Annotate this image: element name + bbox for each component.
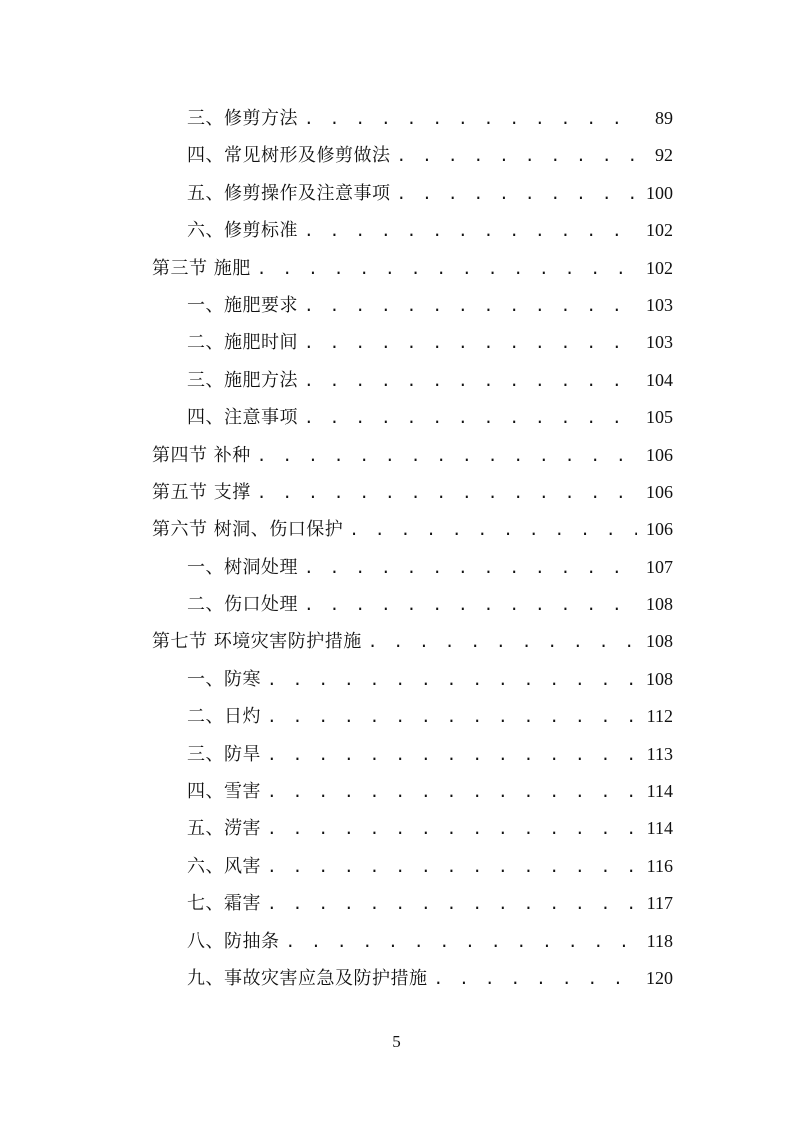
toc-dot-leader [349, 511, 637, 548]
toc-subsection-entry[interactable] [0, 698, 793, 735]
toc-entry-page-number: 108 [646, 668, 673, 689]
toc-entry-page-number: 114 [646, 818, 673, 839]
toc-entry-label: 第六节 树洞、伤口保护 [152, 519, 344, 541]
toc-entry-page-number: 113 [646, 743, 673, 764]
toc-entry-label: 三、施肥方法 [187, 369, 298, 391]
toc-entry-label: 五、涝害 [187, 818, 261, 840]
toc-dot-leader [267, 698, 637, 735]
toc-subsection-entry[interactable] [0, 137, 793, 174]
toc-dot-leader [267, 848, 637, 885]
toc-subsection-entry[interactable] [0, 399, 793, 436]
toc-entry-page-number: 114 [646, 781, 673, 802]
toc-subsection-entry[interactable] [0, 773, 793, 810]
toc-entry-page-number: 108 [646, 631, 673, 652]
toc-entry-label: 第七节 环境灾害防护措施 [152, 631, 362, 653]
toc-dot-leader [304, 324, 637, 361]
toc-entry-label: 六、风害 [187, 855, 261, 877]
toc-subsection-entry[interactable] [0, 100, 793, 137]
toc-dot-leader [267, 661, 637, 698]
toc-entry-page-number: 108 [646, 594, 673, 615]
toc-entry-label: 三、修剪方法 [187, 108, 298, 129]
toc-dot-leader [267, 736, 637, 773]
toc-subsection-entry[interactable] [0, 661, 793, 698]
toc-section-entry[interactable] [0, 437, 793, 474]
toc-entry-label: 二、日灼 [187, 706, 261, 728]
toc-section-entry[interactable] [0, 623, 793, 660]
toc-entry-label: 第五节 支撑 [152, 481, 251, 503]
toc-entry-label: 一、防寒 [187, 668, 261, 690]
toc-subsection-entry[interactable] [0, 175, 793, 212]
toc-entry-page-number: 102 [646, 257, 673, 278]
toc-dot-leader [397, 137, 638, 174]
toc-subsection-entry[interactable] [0, 324, 793, 361]
toc-dot-leader [304, 287, 637, 324]
toc-subsection-entry[interactable] [0, 549, 793, 586]
toc-dot-leader [304, 362, 637, 399]
toc-entry-page-number: 107 [646, 556, 673, 577]
toc-subsection-entry[interactable] [0, 362, 793, 399]
toc-entry-page-number: 102 [646, 220, 673, 241]
toc-subsection-entry[interactable] [0, 960, 793, 997]
toc-entry-page-number: 105 [646, 407, 673, 428]
toc-subsection-entry[interactable] [0, 736, 793, 773]
toc-dot-leader [397, 175, 638, 212]
toc-dot-leader [368, 623, 637, 660]
toc-dot-leader [267, 810, 637, 847]
toc-entry-page-number: 103 [646, 294, 673, 315]
toc-entry-page-number: 106 [646, 444, 673, 465]
toc-dot-leader [267, 773, 637, 810]
table-of-contents [0, 100, 793, 997]
toc-subsection-entry[interactable] [0, 885, 793, 922]
toc-subsection-entry[interactable] [0, 212, 793, 249]
toc-dot-leader [257, 474, 637, 511]
toc-entry-label: 五、修剪操作及注意事项 [187, 182, 391, 204]
toc-entry-label: 二、伤口处理 [187, 594, 298, 616]
toc-entry-page-number: 92 [655, 145, 673, 166]
toc-dot-leader [304, 549, 637, 586]
toc-entry-label: 四、注意事项 [187, 407, 298, 429]
toc-entry-label: 第三节 施肥 [152, 257, 251, 279]
toc-subsection-entry[interactable] [0, 287, 793, 324]
toc-section-entry[interactable] [0, 511, 793, 548]
toc-subsection-entry[interactable] [0, 810, 793, 847]
toc-dot-leader [434, 960, 638, 997]
toc-entry-page-number: 116 [646, 855, 673, 876]
toc-dot-leader [304, 586, 637, 623]
toc-section-entry[interactable] [0, 474, 793, 511]
toc-dot-leader [257, 437, 637, 474]
toc-entry-page-number: 89 [655, 108, 673, 128]
toc-entry-page-number: 106 [646, 481, 673, 502]
toc-entry-label: 九、事故灾害应急及防护措施 [187, 967, 428, 989]
toc-entry-label: 一、树洞处理 [187, 556, 298, 578]
toc-dot-leader [286, 923, 638, 960]
toc-dot-leader [267, 885, 637, 922]
toc-subsection-entry[interactable] [0, 923, 793, 960]
toc-entry-page-number: 117 [646, 893, 673, 914]
toc-dot-leader [304, 100, 637, 137]
page-number: 5 [392, 1032, 401, 1051]
toc-subsection-entry[interactable] [0, 848, 793, 885]
toc-dot-leader [304, 212, 637, 249]
toc-entry-label: 第四节 补种 [152, 444, 251, 466]
toc-entry-label: 二、施肥时间 [187, 332, 298, 354]
toc-entry-page-number: 100 [646, 182, 673, 203]
toc-entry-label: 八、防抽条 [187, 930, 280, 952]
toc-entry-page-number: 106 [646, 519, 673, 540]
toc-dot-leader [257, 250, 637, 287]
toc-entry-page-number: 104 [646, 369, 673, 390]
toc-entry-page-number: 103 [646, 332, 673, 353]
toc-entry-page-number: 118 [646, 930, 673, 951]
toc-entry-label: 一、施肥要求 [187, 294, 298, 316]
toc-entry-label: 四、常见树形及修剪做法 [187, 145, 391, 167]
toc-section-entry[interactable] [0, 250, 793, 287]
toc-subsection-entry[interactable] [0, 586, 793, 623]
toc-entry-label: 四、雪害 [187, 781, 261, 803]
toc-entry-label: 七、霜害 [187, 893, 261, 915]
toc-entry-page-number: 112 [646, 706, 673, 727]
toc-entry-page-number: 120 [646, 967, 673, 988]
toc-dot-leader [304, 399, 637, 436]
toc-entry-label: 六、修剪标准 [187, 220, 298, 242]
toc-entry-label: 三、防旱 [187, 743, 261, 765]
